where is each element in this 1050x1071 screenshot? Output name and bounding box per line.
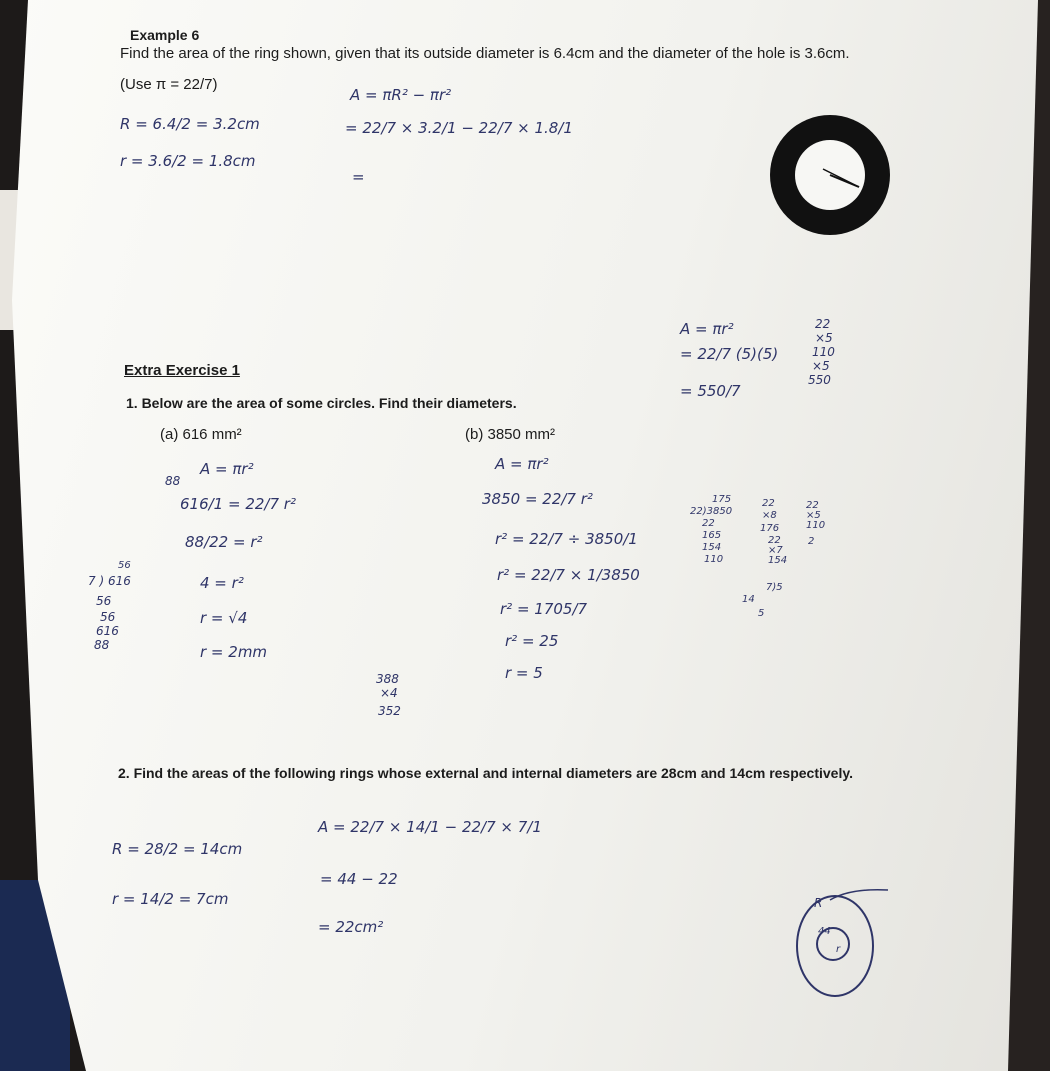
work-b-scratch-4: 165 [702,530,722,541]
work-a-div-3: 56 [96,594,112,608]
example-heading: Example 6 [130,27,200,43]
work-b-mult-3: 352 [378,704,401,718]
extra-q1b: (b) 3850 mm² [465,426,556,443]
extra-heading: Extra Exercise 1 [124,362,240,379]
work-b-scratch-5: 154 [702,542,722,553]
work-b-line6: r² = 25 [505,632,559,650]
work-a-div-4: 56 [100,610,116,624]
work-a-margin-note: 88 [165,474,181,488]
work-b-line2: 3850 = 22/7 r² [482,490,593,508]
work-a-line3: 88/22 = r² [185,533,263,551]
work-b-scratch-14: ×5 [806,510,821,521]
work-q2-line2: = 44 − 22 [320,870,398,888]
work-q2-line1: A = 22/7 × 14/1 − 22/7 × 7/1 [318,818,542,836]
work-q2-line3: = 22cm² [318,918,384,936]
work-a-line5: r = √4 [200,609,248,627]
work-b-scratch-7: 22 [762,498,775,509]
work-a-line4: 4 = r² [200,574,244,592]
work-b-scratch-2: 22)3850 [690,506,733,517]
example-step2: = [352,168,365,186]
work-b-mult-2: ×4 [380,686,398,700]
work-b-scratch-19: 5 [758,608,765,619]
work-b-line7: r = 5 [505,664,543,682]
example-step1: = 22/7 × 3.2/1 − 22/7 × 1.8/1 [345,119,573,137]
example-formula: A = πR² − πr² [350,86,452,104]
side-line1: = 22/7 (5)(5) [680,345,779,363]
side-mult-3: 110 [812,345,835,359]
side-formula: A = πr² [680,320,734,338]
work-q2-r-line: r = 14/2 = 7cm [112,890,229,908]
work-b-scratch-18: 14 [742,594,755,605]
side-mult-4: ×5 [812,359,830,373]
work-b-scratch-3: 22 [702,518,715,529]
work-a-div-6: 88 [94,638,110,652]
work-b-scratch-16: 2 [808,536,815,547]
work-a-div-1: 56 [118,560,131,571]
work-b-scratch-15: 110 [806,520,826,531]
ring-sketch-label-44: 44 [818,926,831,937]
ring-diagram [755,112,905,238]
work-b-line3: r² = 22/7 ÷ 3850/1 [495,530,638,548]
work-b-scratch-11: ×7 [768,545,783,556]
work-a-div-2: 7 ) 616 [88,574,131,588]
work-b-line5: r² = 1705/7 [500,600,588,618]
work-b-scratch-12: 154 [768,555,788,566]
work-b-scratch-6: 110 [704,554,724,565]
example-r-line: r = 3.6/2 = 1.8cm [120,152,256,170]
work-b-scratch-10: 22 [768,535,781,546]
ring-sketch-outer [797,896,873,996]
extra-q2: 2. Find the areas of the following rings whose external and internal diameters are 28cm and 14cm respectively. [118,765,853,781]
work-b-scratch-17: 7)5 [766,582,783,593]
example-R-line: R = 6.4/2 = 3.2cm [120,115,260,133]
side-mult-2: ×5 [815,331,833,345]
work-b-scratch-9: 176 [760,523,780,534]
side-line2: = 550/7 [680,382,741,400]
side-mult-5: 550 [808,373,831,387]
work-a-line1: A = πr² [200,460,254,478]
ring-sketch-radius-mark [830,890,888,900]
ring-sketch-label-R: R [814,896,823,910]
extra-q1a: (a) 616 mm² [160,426,242,443]
work-a-line6: r = 2mm [200,643,268,661]
work-b-scratch-1: 175 [712,494,732,505]
side-mult-1: 22 [815,317,831,331]
work-b-line4: r² = 22/7 × 1/3850 [497,566,640,584]
example-question: Find the area of the ring shown, given that its outside diameter is 6.4cm and the diameter of the hole is 3.6cm. [120,45,850,62]
work-a-div-5: 616 [96,624,119,638]
extra-q1: 1. Below are the area of some circles. Find their diameters. [126,395,517,411]
work-b-scratch-8: ×8 [762,510,777,521]
work-b-scratch-13: 22 [806,500,819,511]
work-b-mult-1: 388 [376,672,399,686]
ring-sketch-label-r: r [836,944,841,955]
work-a-line2: 616/1 = 22/7 r² [180,495,296,513]
work-q2-R-line: R = 28/2 = 14cm [112,840,243,858]
use-pi-note: (Use π = 22/7) [120,76,218,93]
work-b-line1: A = πr² [495,455,549,473]
